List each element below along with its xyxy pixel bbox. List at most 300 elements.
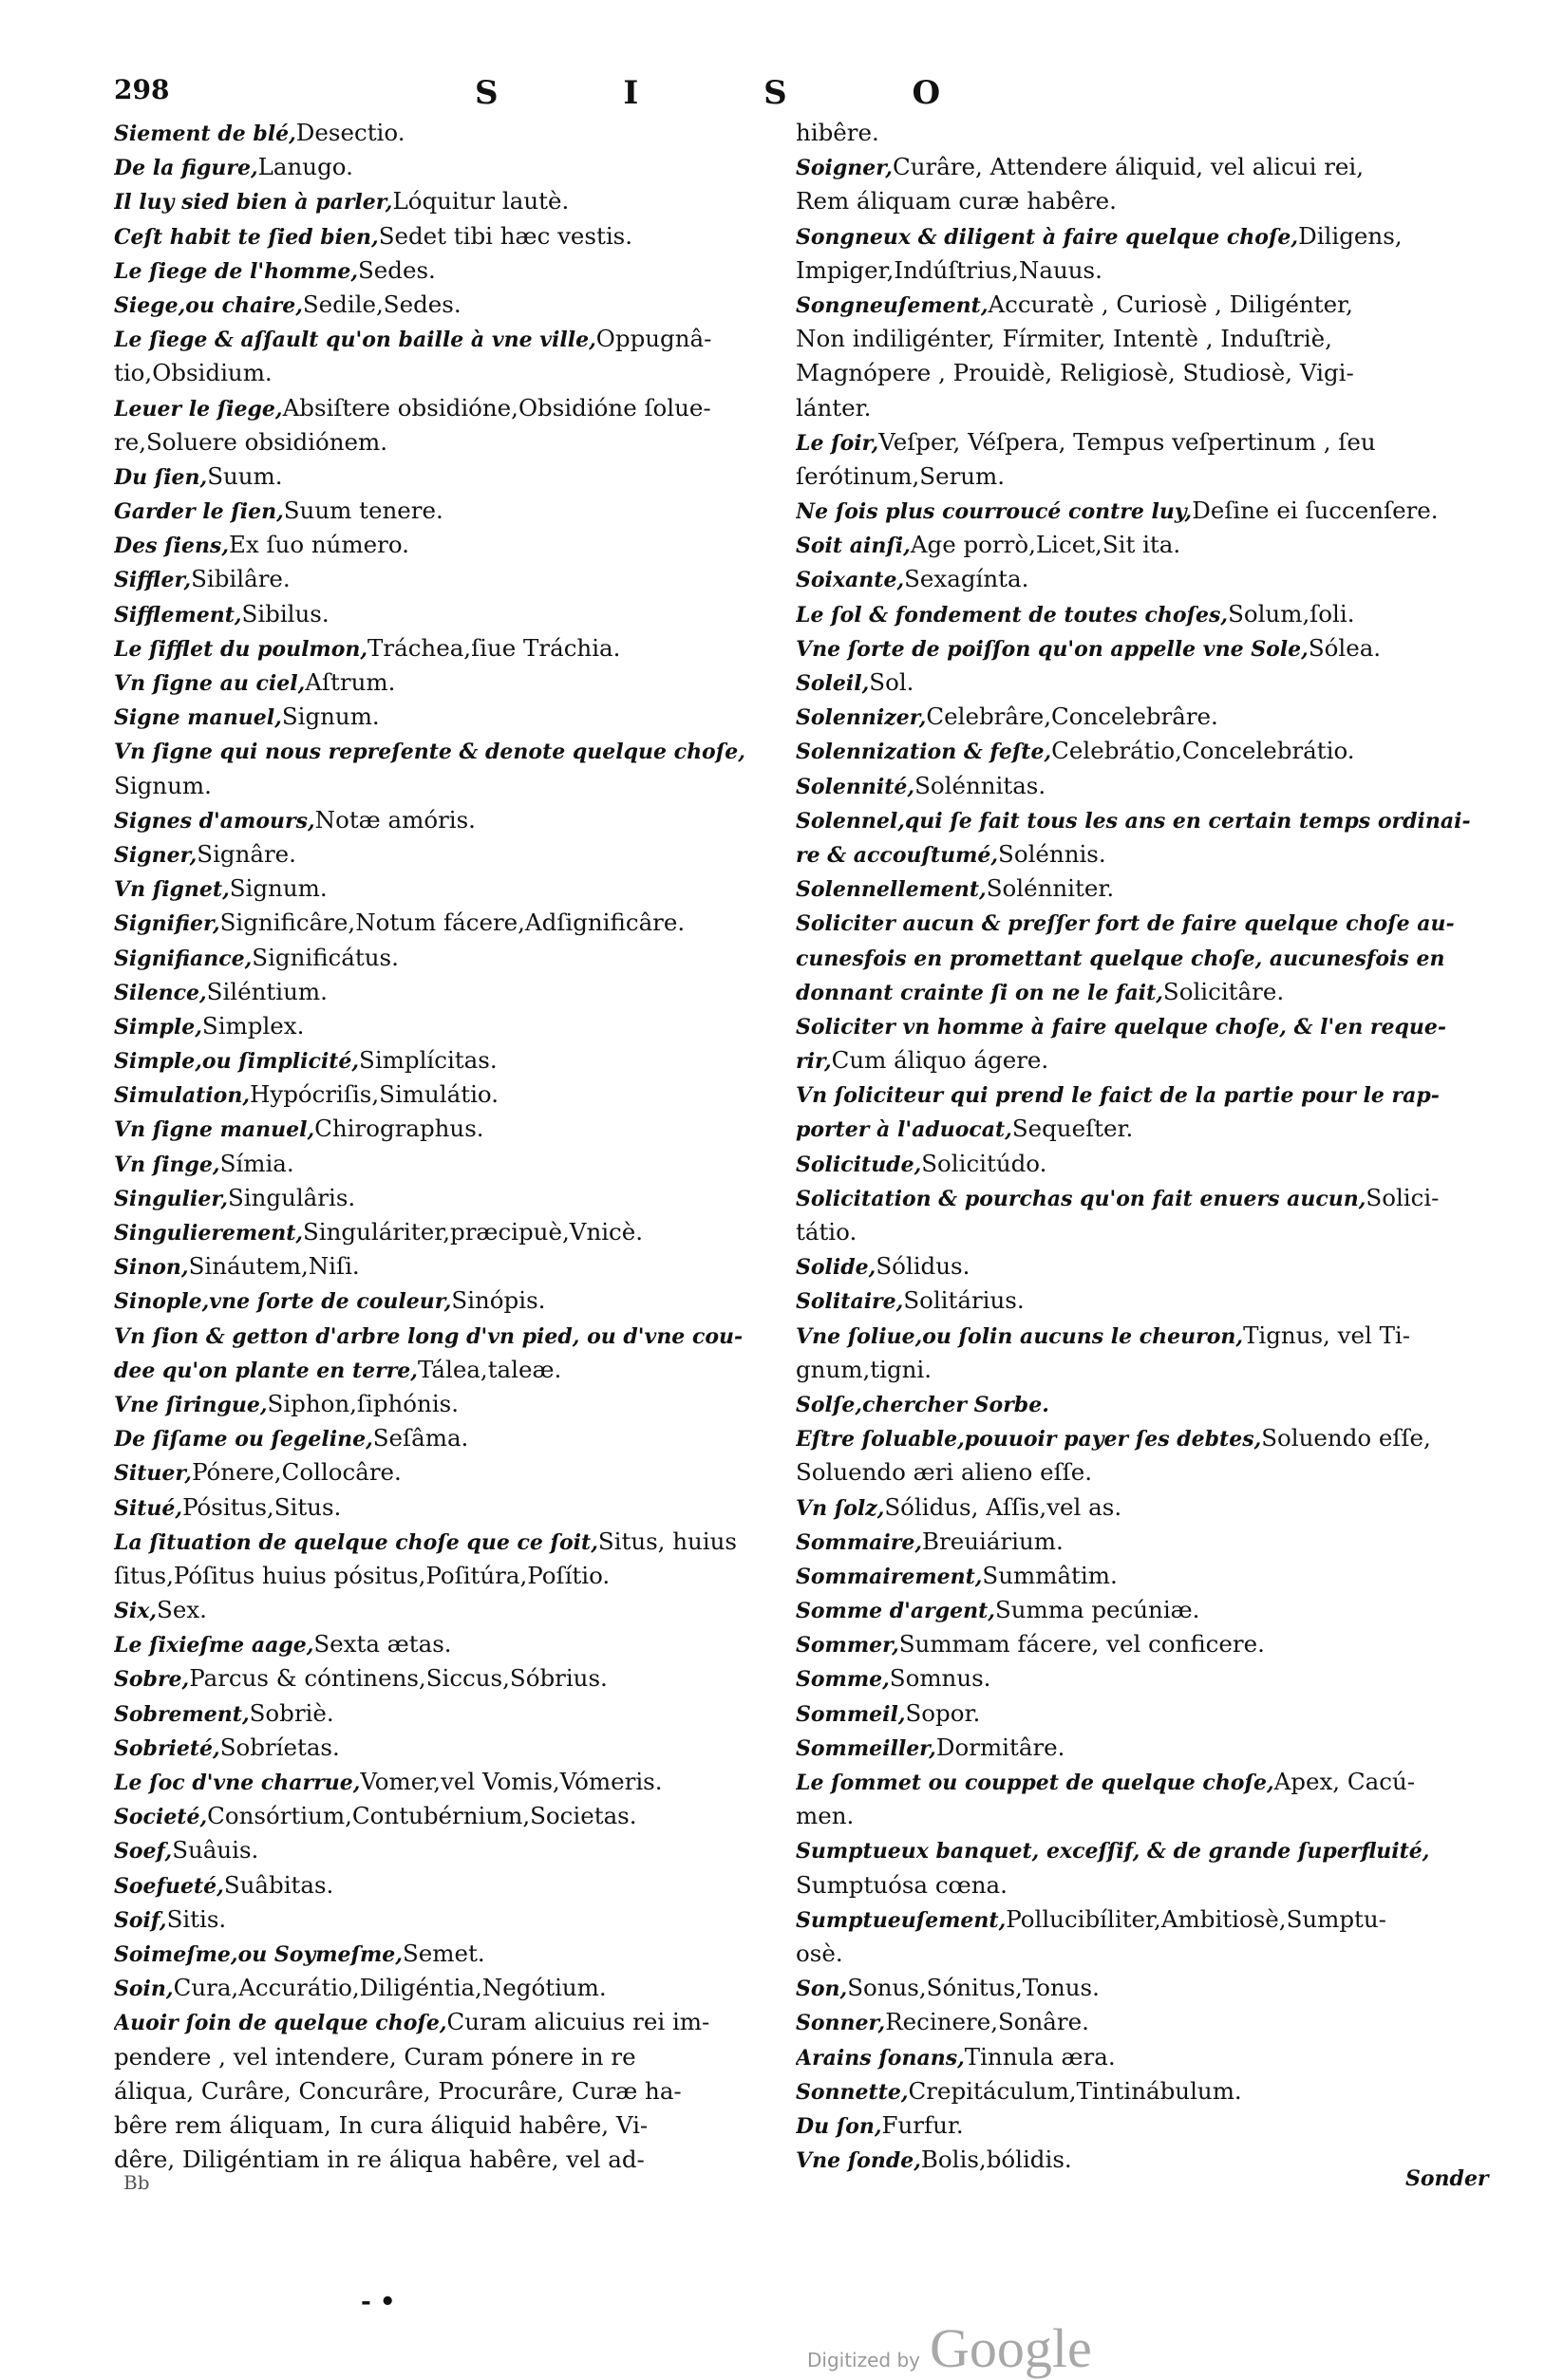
translation: Desectio. — [295, 119, 405, 146]
dictionary-line — [114, 1043, 779, 1078]
translation: Celebrátio,Concelebrátio. — [1051, 737, 1355, 765]
headword: Signes d'amours, — [114, 808, 315, 834]
translation: Cura,Accurátio,Diligéntia,Negótium. — [173, 1974, 607, 2002]
translation: osè. — [796, 1939, 843, 1967]
translation: Sol. — [869, 668, 914, 696]
headword: Siege,ou chaire, — [114, 292, 303, 318]
headword: Sobre, — [114, 1667, 190, 1693]
dictionary-line — [796, 1937, 1479, 1971]
headword: Le ſiege de l'homme, — [114, 258, 358, 284]
headword: Somme d'argent, — [796, 1599, 995, 1624]
translation: Magnópere , Prouidè, Religiosè, Studiosè, Vigi- — [796, 359, 1354, 387]
translation: Parcus & cóntinens,Siccus,Sóbrius. — [189, 1664, 608, 1693]
headword: Soigner, — [796, 156, 893, 181]
translation: Suum tenere. — [283, 497, 443, 525]
dictionary-line — [796, 1868, 1479, 1902]
dictionary-line — [796, 1490, 1479, 1525]
digitized-by-text: Digitized by — [807, 2349, 920, 2371]
dictionary-line — [114, 734, 779, 768]
translation: Sibilâre. — [191, 565, 291, 593]
headword: Sinople,vne ſorte de couleur, — [114, 1289, 452, 1315]
dictionary-line — [114, 871, 779, 906]
headword: La ſituation de quelque choſe que ce ſoit, — [114, 1529, 598, 1555]
headword: Soit ainſi, — [796, 534, 911, 559]
dictionary-line — [114, 322, 779, 356]
headword: Soif, — [114, 1907, 167, 1933]
headword: Soefueté, — [114, 1873, 224, 1899]
headword: De la figure, — [114, 156, 258, 181]
translation: Notæ amóris. — [314, 805, 476, 834]
headword: Vn ſinge, — [114, 1152, 220, 1177]
translation: Solitárius. — [903, 1286, 1025, 1315]
headword: Signe manuel, — [114, 705, 282, 731]
dictionary-line — [796, 1971, 1479, 2005]
translation: re,Soluere obsidiónem. — [114, 427, 388, 456]
translation: Rem áliquam curæ habêre. — [796, 187, 1117, 216]
translation: Pónere,Collocâre. — [192, 1458, 402, 1487]
translation: Sólidus, Aſſis,vel as. — [884, 1492, 1122, 1521]
translation: Simplícitas. — [359, 1046, 498, 1075]
headword: Vne ſonde, — [796, 2148, 921, 2174]
dictionary-line — [796, 2143, 1479, 2177]
translation: Sibilus. — [241, 599, 330, 628]
dictionary-line — [796, 1661, 1479, 1696]
dictionary-line — [796, 356, 1479, 390]
dictionary-line — [796, 1799, 1479, 1833]
dictionary-line — [796, 1421, 1479, 1455]
dictionary-line — [114, 769, 779, 803]
dictionary-line — [796, 1627, 1479, 1661]
translation: ſerótinum,Serum. — [796, 461, 1006, 490]
headword: Du ſien, — [114, 464, 208, 490]
translation: ſitus,Póſitus huius pósitus,Poſitúra,Poſítio. — [114, 1561, 611, 1589]
headword: Vn ſignet, — [114, 877, 230, 903]
headword: Sommairement, — [796, 1564, 983, 1589]
headword: Ne ſois plus courroucé contre luy, — [796, 499, 1193, 525]
translation: gnum,tigni. — [796, 1355, 933, 1383]
headword: Vne ſoliue,ou ſolin aucuns le cheuron, — [796, 1323, 1244, 1349]
dictionary-line — [796, 2108, 1479, 2143]
headword: Le ſixieſme aage, — [114, 1633, 314, 1659]
translation: Soluendo eſſe, — [1261, 1424, 1431, 1452]
translation: Lóquitur lautè. — [392, 187, 570, 216]
headword: Sommeil, — [796, 1701, 906, 1727]
translation: Sobriè. — [249, 1698, 334, 1727]
dictionary-line — [114, 1455, 779, 1490]
translation: Summa pecúniæ. — [994, 1596, 1200, 1624]
dictionary-line — [114, 1593, 779, 1627]
dictionary-line — [114, 1112, 779, 1146]
dictionary-line — [114, 356, 779, 390]
translation: Seſâma. — [372, 1424, 469, 1452]
headword: Sommer, — [796, 1633, 899, 1659]
headword: re & accouſtumé, — [796, 842, 999, 868]
translation: Crepitáculum,Tintinábulum. — [908, 2076, 1242, 2105]
dictionary-line — [796, 1147, 1479, 1181]
dictionary-line — [114, 1559, 779, 1593]
dictionary-line — [114, 219, 779, 253]
dictionary-line — [114, 1661, 779, 1696]
dictionary-line — [114, 1937, 779, 1971]
dictionary-line — [114, 1525, 779, 1559]
headword: Situé, — [114, 1495, 183, 1521]
dictionary-line — [796, 253, 1479, 288]
signature-mark: Bb — [123, 2171, 150, 2194]
headword: Soimeſme,ou Soymeſme, — [114, 1941, 403, 1967]
headword: Sobrieté, — [114, 1735, 220, 1761]
translation: Tráchea,ſiue Tráchia. — [367, 633, 621, 662]
dictionary-line — [114, 1971, 779, 2005]
translation: Signum. — [229, 874, 328, 903]
dictionary-line — [796, 1215, 1479, 1249]
translation: Signum. — [114, 771, 212, 799]
dictionary-line — [796, 184, 1479, 218]
headword: Simulation, — [114, 1083, 250, 1109]
headword: Soliciter aucun & preſſer fort de faire quelque choſe au- — [796, 911, 1455, 937]
dictionary-line — [114, 459, 779, 494]
dictionary-line — [114, 253, 779, 288]
translation: Apex, Cacú- — [1273, 1768, 1416, 1795]
translation: Sinópis. — [451, 1286, 546, 1315]
translation: Sexta ætas. — [313, 1630, 452, 1659]
dictionary-line — [114, 2074, 779, 2108]
dictionary-line — [796, 769, 1479, 803]
headword: Songneuſement, — [796, 292, 989, 318]
dictionary-line — [796, 906, 1479, 940]
headword: Solennizer, — [796, 705, 927, 731]
dictionary-line — [114, 562, 779, 596]
translation: Tignus, vel Ti- — [1243, 1321, 1411, 1349]
translation: Sequeſter. — [1011, 1115, 1134, 1143]
translation: Summâtim. — [982, 1561, 1118, 1589]
dictionary-line — [796, 425, 1479, 459]
headword: Sifflement, — [114, 602, 242, 628]
translation: tio,Obsidium. — [114, 359, 273, 387]
translation: Deſine ei ſuccenſere. — [1192, 497, 1439, 525]
headword: Il luy sied bien à parler, — [114, 190, 393, 216]
headword: Solitaire, — [796, 1289, 904, 1315]
headword: Songneux & diligent à faire quelque choſe, — [796, 224, 1299, 250]
translation: Hypócriſis,Simulátio. — [249, 1080, 499, 1109]
page-number: 298 — [114, 74, 170, 105]
translation: Sonus,Sónitus,Tonus. — [847, 1974, 1100, 2002]
translation: Vomer,vel Vomis,Vómeris. — [360, 1768, 663, 1795]
translation: Signâre. — [197, 839, 296, 868]
dictionary-line — [114, 1181, 779, 1215]
dictionary-line — [114, 494, 779, 528]
headword: Sobrement, — [114, 1701, 250, 1727]
headword: Solennité, — [796, 774, 915, 799]
translation: Age porrò,Licet,Sit ita. — [910, 531, 1181, 559]
translation: Suâuis. — [172, 1836, 259, 1865]
translation: Lanugo. — [257, 153, 353, 181]
translation: Dormitâre. — [935, 1733, 1065, 1761]
page-marks: - • — [361, 2288, 396, 2316]
dictionary-line — [796, 1319, 1479, 1353]
dictionary-line — [114, 425, 779, 459]
translation: Sólea. — [1308, 633, 1382, 662]
translation: Simplex. — [201, 1011, 305, 1040]
dictionary-line — [114, 975, 779, 1009]
translation: Non indiligénter, Fírmiter, Intentè , Induſtriè, — [796, 325, 1332, 353]
dictionary-line — [114, 1902, 779, 1937]
headword: Sommaire, — [796, 1529, 922, 1555]
headword: Vn ſigne manuel, — [114, 1117, 315, 1143]
dictionary-line — [114, 1249, 779, 1284]
headword: Solide, — [796, 1255, 876, 1281]
translation: Furfur. — [881, 2110, 964, 2139]
translation: Sedet tibi hæc vestis. — [378, 221, 633, 250]
translation: Summam fácere, vel conficere. — [898, 1630, 1265, 1659]
headword: Vne ſorte de poiſſon qu'on appelle vne Sole, — [796, 636, 1309, 662]
translation: Tinnula æra. — [964, 2042, 1116, 2071]
translation: Sexagínta. — [904, 565, 1029, 593]
dictionary-line — [796, 631, 1479, 665]
dictionary-line — [796, 700, 1479, 734]
translation: Solicitâre. — [1162, 977, 1285, 1005]
dictionary-line — [796, 1387, 1479, 1421]
dictionary-line — [114, 2108, 779, 2143]
headword: rir, — [796, 1049, 832, 1075]
translation: Suâbitas. — [223, 1870, 334, 1899]
translation: Accuratè , Curiosè , Diligénter, — [988, 290, 1353, 318]
translation: Oppugnâ- — [595, 325, 712, 353]
dictionary-line — [114, 1319, 779, 1353]
translation: Sedile,Sedes. — [302, 290, 462, 318]
translation: Situs, huius — [597, 1527, 737, 1555]
translation: Soluendo æri alieno eſſe. — [796, 1458, 1093, 1487]
translation: Siphon,ſiphónis. — [267, 1389, 460, 1417]
translation: Tálea,taleæ. — [417, 1355, 562, 1383]
dictionary-line — [796, 1078, 1479, 1112]
headword: Soixante, — [796, 568, 905, 593]
dictionary-line — [796, 116, 1479, 150]
dictionary-line — [114, 1868, 779, 1902]
dictionary-line — [796, 1525, 1479, 1559]
dictionary-line — [796, 150, 1479, 184]
headword: Le ſifflet du poulmon, — [114, 636, 368, 662]
translation: Cum áliquo ágere. — [831, 1046, 1049, 1075]
translation: bêre rem áliquam, In cura áliquid habêre, Vi- — [114, 2110, 649, 2139]
dictionary-line — [114, 116, 779, 150]
dictionary-line — [796, 1593, 1479, 1627]
headword: cunesfois en promettant quelque choſe, aucunesfois en — [796, 946, 1445, 971]
translation: Sináutem,Niſi. — [188, 1252, 360, 1281]
dictionary-line — [796, 2040, 1479, 2074]
headword: Le ſol & fondement de toutes choſes, — [796, 602, 1229, 628]
left-column — [114, 116, 779, 2177]
translation: Bolis,bólidis. — [920, 2146, 1072, 2174]
translation: Veſper, Véſpera, Tempus veſpertinum , ſeu — [878, 427, 1376, 456]
headword: Vn ſion & getton d'arbre long d'vn pied, ou d'vne cou- — [114, 1323, 744, 1349]
dictionary-line — [796, 322, 1479, 356]
headword: Sinon, — [114, 1255, 189, 1281]
translation: Semet. — [402, 1939, 485, 1967]
translation: Sitis. — [166, 1904, 227, 1933]
translation: Singulâris. — [227, 1183, 356, 1211]
translation: Solici- — [1366, 1183, 1440, 1211]
translation: Sedes. — [358, 255, 436, 284]
headword: Le ſiege & aſſault qu'on baille à vne ville, — [114, 328, 596, 353]
translation: Sumptuósa cœna. — [796, 1870, 1008, 1899]
dictionary-line — [796, 975, 1479, 1009]
translation: Curâre, Attendere áliquid, vel alicui rei, — [892, 153, 1365, 181]
dictionary-line — [796, 597, 1479, 631]
headword: Solennization & feſte, — [796, 740, 1052, 765]
headword: Soin, — [114, 1977, 174, 2002]
translation: tátio. — [796, 1218, 857, 1246]
dictionary-line — [114, 1490, 779, 1525]
dictionary-line — [796, 219, 1479, 253]
headword: Signifiance, — [114, 946, 253, 971]
dictionary-line — [796, 494, 1479, 528]
digitized-by-watermark — [807, 2316, 1092, 2380]
headword: donnant crainte ſi on ne le fait, — [796, 980, 1163, 1005]
dictionary-line — [114, 803, 779, 837]
dictionary-line — [796, 1009, 1479, 1043]
headword: Six, — [114, 1599, 158, 1624]
dictionary-line — [114, 1353, 779, 1387]
dictionary-line — [796, 1112, 1479, 1146]
dictionary-line — [114, 1799, 779, 1833]
translation: Sopor. — [905, 1698, 981, 1727]
headword: Vne ſiringue, — [114, 1392, 268, 1417]
headword: Sumptueux banquet, exceſſif, & de grande ſuperfluité, — [796, 1839, 1430, 1865]
translation: Siléntium. — [206, 977, 328, 1005]
translation: Pósitus,Situs. — [182, 1492, 342, 1521]
translation: Celebrâre,Concelebrâre. — [926, 703, 1218, 731]
headword: Sommeiller, — [796, 1735, 936, 1761]
headword: Vn ſolz, — [796, 1495, 885, 1521]
headword: Ceſt habit te ſied bien, — [114, 224, 379, 250]
dictionary-line — [114, 150, 779, 184]
translation: Chirographus. — [314, 1115, 484, 1143]
headword: Sonnette, — [796, 2079, 909, 2105]
dictionary-line — [114, 1387, 779, 1421]
headword: Le ſoc d'vne charrue, — [114, 1771, 361, 1795]
headword: Leuer le ſiege, — [114, 396, 283, 422]
headword: Siement de blé, — [114, 122, 296, 146]
dictionary-line — [796, 1833, 1479, 1867]
dictionary-line — [114, 631, 779, 665]
translation: Curam alicuius rei im- — [446, 2008, 710, 2036]
dictionary-line — [114, 1009, 779, 1043]
dictionary-line — [114, 1696, 779, 1731]
headword: Eſtre ſoluable,pouuoir payer ſes debtes, — [796, 1427, 1262, 1452]
headword: Son, — [796, 1977, 848, 2002]
translation: Impiger,Indúſtrius,Nauus. — [796, 255, 1102, 284]
dictionary-line — [796, 288, 1479, 322]
headword: porter à l'aduocat, — [796, 1117, 1012, 1143]
headword: Silence, — [114, 980, 207, 1005]
translation: Solénnis. — [998, 839, 1106, 868]
headword: Le ſommet ou couppet de quelque choſe, — [796, 1771, 1274, 1795]
translation: Diligens, — [1298, 221, 1403, 250]
right-column — [796, 116, 1479, 2177]
dictionary-line — [114, 391, 779, 425]
headword: Soef, — [114, 1839, 173, 1865]
headword: Simple,ou ſimplicité, — [114, 1049, 360, 1075]
translation: Solum,ſoli. — [1228, 599, 1355, 628]
dictionary-line — [114, 837, 779, 871]
headword: Signifier, — [114, 911, 220, 937]
dictionary-line — [114, 184, 779, 218]
dictionary-line — [796, 528, 1479, 562]
headword: Singulierement, — [114, 1221, 304, 1246]
translation: hibêre. — [796, 119, 879, 146]
headword: Solſe,chercher Sorbe. — [796, 1392, 1049, 1417]
dictionary-line — [796, 665, 1479, 700]
dictionary-line — [114, 906, 779, 940]
headword: Singulier, — [114, 1186, 228, 1211]
headword: Soleil, — [796, 671, 870, 696]
translation: áliqua, Curâre, Concurâre, Procurâre, Curæ ha- — [114, 2076, 682, 2105]
dictionary-line — [796, 734, 1479, 768]
headword: Vn ſoliciteur qui prend le faict de la partie pour le rap- — [796, 1083, 1440, 1109]
translation: Significátus. — [252, 943, 399, 971]
translation: Suum. — [207, 461, 283, 490]
dictionary-line — [796, 1181, 1479, 1215]
translation: Singuláriter,præcipuè,Vnicè. — [303, 1218, 644, 1246]
headword: Solennellement, — [796, 877, 987, 903]
dictionary-line — [796, 941, 1479, 975]
translation: Somnus. — [889, 1664, 991, 1693]
dictionary-line — [114, 1765, 779, 1799]
translation: Solénnitas. — [914, 771, 1046, 799]
dictionary-line — [796, 1043, 1479, 1078]
headword: Du ſon, — [796, 2113, 882, 2139]
headword: dee qu'on plante en terre, — [114, 1358, 418, 1383]
headword: Signer, — [114, 842, 198, 868]
dictionary-line — [114, 2143, 779, 2177]
dictionary-line — [114, 1078, 779, 1112]
headword: Solicitude, — [796, 1152, 922, 1177]
translation: Consórtium,Contubérnium,Societas. — [207, 1802, 637, 1830]
dictionary-line — [114, 2040, 779, 2074]
translation: Signum. — [281, 703, 380, 731]
translation: Significâre,Notum fácere,Adſignificâre. — [219, 909, 686, 937]
dictionary-line — [114, 288, 779, 322]
dictionary-line — [796, 2074, 1479, 2108]
dictionary-line — [114, 1421, 779, 1455]
dictionary-line — [114, 941, 779, 975]
headword: Societé, — [114, 1805, 208, 1830]
headword: De ſiſame ou ſegeline, — [114, 1427, 373, 1452]
dictionary-line — [796, 1455, 1479, 1490]
dictionary-line — [796, 1731, 1479, 1765]
translation: Recinere,Sonâre. — [885, 2008, 1089, 2036]
headword: Des ſiens, — [114, 534, 229, 559]
translation: Solénniter. — [986, 874, 1115, 903]
headword: Siffler, — [114, 568, 192, 593]
page-header — [114, 74, 1443, 112]
dictionary-line — [114, 2005, 779, 2039]
translation: Sobríetas. — [219, 1733, 340, 1761]
catchword: Sonder — [1405, 2166, 1489, 2191]
headword: Solennel,qui ſe fait tous les ans en certain temps ordinai- — [796, 808, 1471, 834]
headword: Sonner, — [796, 2011, 886, 2036]
translation: Solicitúdo. — [921, 1149, 1047, 1177]
translation: Breuiárium. — [921, 1527, 1064, 1555]
headword: Vn ſigne au ciel, — [114, 671, 306, 696]
headword: Garder le ſien, — [114, 499, 284, 525]
translation: Absiſtere obsidióne,Obsidióne ſolue- — [282, 393, 711, 422]
dictionary-line — [114, 665, 779, 700]
dictionary-line — [114, 1833, 779, 1867]
dictionary-line — [796, 1696, 1479, 1731]
translation: Pollucibíliter,Ambitiosè,Sumptu- — [1006, 1904, 1386, 1933]
dictionary-line — [114, 1147, 779, 1181]
